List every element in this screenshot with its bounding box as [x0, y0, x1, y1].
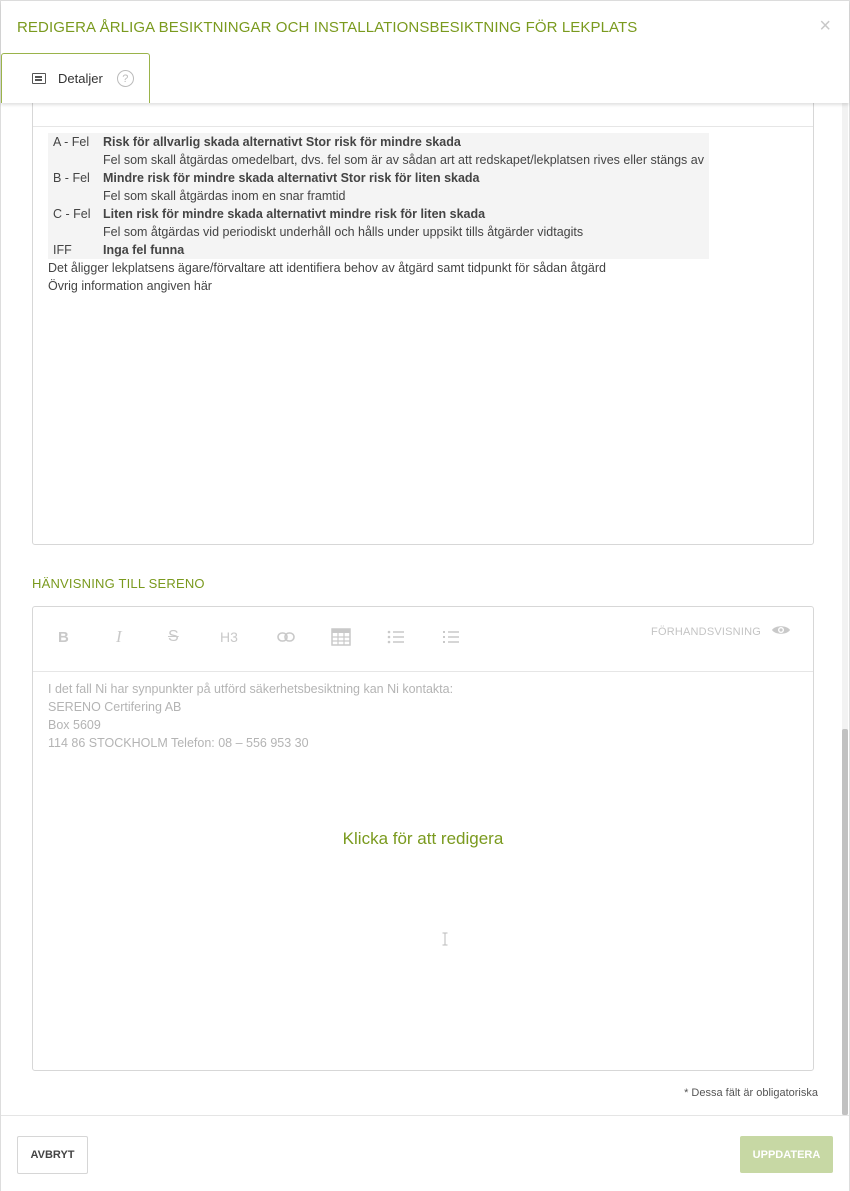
bold-button[interactable]: B — [58, 628, 69, 646]
link-icon[interactable] — [276, 627, 296, 647]
grade-row — [48, 205, 709, 223]
grade-code: IFF — [53, 243, 72, 257]
preview-label: FÖRHANDSVISNING — [651, 625, 761, 638]
section-label-sereno: HÄNVISNING TILL SERENO — [32, 576, 205, 591]
grade-desc-row — [48, 187, 709, 205]
required-fields-note: * Dessa fält är obligatoriska — [684, 1087, 818, 1099]
grade-code: B - Fel — [53, 171, 90, 185]
eye-icon — [771, 624, 791, 639]
grade-table — [48, 133, 709, 259]
grade-code: A - Fel — [53, 135, 90, 149]
grade-desc-row — [48, 223, 709, 241]
help-icon[interactable]: ? — [117, 70, 134, 87]
sereno-reference-editor[interactable] — [32, 606, 814, 1071]
editor-content[interactable] — [33, 672, 813, 760]
modal-header — [1, 1, 849, 103]
owner-responsibility-text: Det åligger lekplatsens ägare/förvaltare att identifiera behov av åtgärd samt tidpunkt för sådan åtgärd — [48, 261, 606, 275]
other-info-text: Övrig information angiven här — [48, 279, 212, 293]
grade-description: Fel som skall åtgärdas inom en snar framtid — [103, 189, 346, 203]
click-to-edit-link[interactable]: Klicka för att redigera — [342, 829, 504, 848]
grade-title: Inga fel funna — [103, 243, 185, 257]
text-cursor-icon — [442, 932, 448, 946]
tab-label: Detaljer — [58, 71, 103, 86]
modal-title: REDIGERA ÅRLIGA BESIKTNINGAR OCH INSTALLATIONSBESIKTNING FÖR LEKPLATS — [17, 19, 638, 36]
reference-line: Box 5609 — [48, 718, 101, 732]
tab-details[interactable] — [1, 53, 150, 103]
update-button[interactable]: UPPDATERA — [740, 1136, 833, 1173]
scrollbar-thumb[interactable] — [842, 729, 848, 1115]
editor-content[interactable] — [33, 127, 813, 300]
grade-row — [48, 133, 709, 151]
reference-line: I det fall Ni har synpunkter på utförd säkerhetsbesiktning kan Ni kontakta: — [48, 682, 454, 696]
heading-button[interactable]: H3 — [220, 629, 238, 645]
scrollbar[interactable] — [842, 103, 848, 1115]
grade-description: Fel som åtgärdas vid periodiskt underhåll och hålls under uppsikt tills åtgärder vidtagits — [103, 225, 584, 239]
close-icon[interactable]: × — [819, 15, 831, 37]
grade-title: Risk för allvarlig skada alternativt Stor risk för mindre skada — [103, 135, 461, 149]
cancel-button[interactable]: AVBRYT — [17, 1136, 88, 1174]
strikethrough-button[interactable]: S — [168, 628, 179, 645]
modal-footer — [1, 1115, 849, 1191]
grade-code: C - Fel — [53, 207, 91, 221]
grade-description: Fel som skall åtgärdas omedelbart, dvs. fel som är av sådan art att redskapet/lekplatsen rives eller stängs av — [103, 153, 704, 167]
grade-row — [48, 241, 709, 259]
inspection-info-editor[interactable] — [32, 61, 814, 545]
grade-title: Liten risk för mindre skada alternativt mindre risk för liten skada — [103, 207, 486, 221]
grade-desc-row — [48, 151, 709, 169]
reference-line: SERENO Certifering AB — [48, 700, 182, 714]
table-icon[interactable] — [331, 627, 351, 647]
italic-button[interactable]: I — [116, 627, 122, 646]
modal-body[interactable] — [1, 103, 849, 1115]
grade-row — [48, 169, 709, 187]
document-icon — [32, 73, 46, 84]
reference-line: 114 86 STOCKHOLM Telefon: 08 – 556 953 30 — [48, 736, 309, 750]
editor-toolbar — [33, 607, 813, 672]
grade-title: Mindre risk för mindre skada alternativt Stor risk för liten skada — [103, 171, 480, 185]
numbered-list-icon[interactable] — [442, 627, 460, 647]
preview-toggle[interactable] — [651, 624, 791, 639]
bullet-list-icon[interactable] — [387, 627, 405, 647]
